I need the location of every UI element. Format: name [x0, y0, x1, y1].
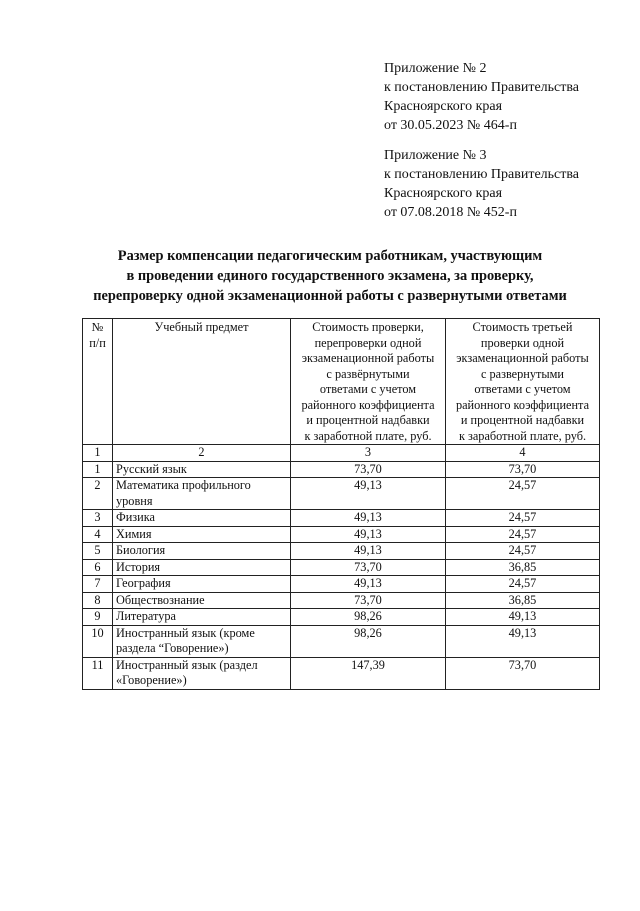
column-number: 1 — [83, 445, 113, 462]
column-number: 2 — [113, 445, 291, 462]
third-check-cost-cell: 36,85 — [446, 592, 600, 609]
compensation-table — [82, 318, 600, 690]
check-cost-cell: 73,70 — [291, 559, 446, 576]
title-line: Размер компенсации педагогическим работникам, участвующим — [117, 248, 543, 264]
subject-cell — [113, 576, 291, 593]
table-row — [83, 592, 600, 609]
appendix-line: от 30.05.2023 № 464-п — [384, 118, 517, 133]
table-row — [83, 543, 600, 560]
third-check-cost-cell: 73,70 — [446, 657, 600, 689]
check-cost-cell: 49,13 — [291, 526, 446, 543]
row-number: 10 — [83, 625, 113, 657]
table-row — [83, 609, 600, 626]
subject-line: «Говорение») — [116, 673, 187, 687]
subject-cell — [113, 609, 291, 626]
row-number: 4 — [83, 526, 113, 543]
subject-cell — [113, 461, 291, 478]
table-row — [83, 559, 600, 576]
third-check-cost-cell: 36,85 — [446, 559, 600, 576]
subject-cell — [113, 543, 291, 560]
subject-cell — [113, 478, 291, 510]
header-number: № п/п — [83, 319, 113, 445]
subject-cell — [113, 559, 291, 576]
subject-line: Иностранный язык (раздел — [116, 657, 258, 672]
row-number: 5 — [83, 543, 113, 560]
table-row — [83, 576, 600, 593]
appendix-2-block — [384, 59, 579, 135]
appendix-line: Приложение № 3 — [384, 148, 487, 163]
third-check-cost-cell: 24,57 — [446, 526, 600, 543]
column-number-row — [83, 445, 600, 462]
check-cost-cell: 98,26 — [291, 625, 446, 657]
column-number: 4 — [446, 445, 600, 462]
subject-line: Литература — [116, 609, 177, 623]
check-cost-cell: 147,39 — [291, 657, 446, 689]
column-number: 3 — [291, 445, 446, 462]
check-cost-cell: 73,70 — [291, 592, 446, 609]
check-cost-cell: 98,26 — [291, 609, 446, 626]
header-subject: Учебный предмет — [113, 319, 291, 445]
subject-line: Биология — [116, 543, 166, 557]
third-check-cost-cell: 24,57 — [446, 543, 600, 560]
check-cost-cell: 49,13 — [291, 510, 446, 527]
table-row — [83, 510, 600, 527]
header-row — [83, 319, 600, 445]
third-check-cost-cell: 24,57 — [446, 478, 600, 510]
subject-line: География — [116, 576, 171, 590]
appendix-line: к постановлению Правительства — [384, 167, 580, 182]
subject-cell — [113, 657, 291, 689]
document-title — [60, 246, 600, 306]
table-row — [83, 478, 600, 510]
check-cost-cell: 49,13 — [291, 576, 446, 593]
row-number: 3 — [83, 510, 113, 527]
row-number: 7 — [83, 576, 113, 593]
appendix-3-block — [384, 146, 579, 222]
row-number: 11 — [83, 657, 113, 689]
subject-line: раздела “Говорение») — [116, 641, 229, 655]
subject-line: Физика — [116, 510, 155, 524]
subject-line: уровня — [116, 493, 153, 508]
subject-line: Химия — [116, 526, 152, 541]
table-row — [83, 625, 600, 657]
subject-line: Русский язык — [116, 461, 187, 476]
appendix-line: Красноярского края — [384, 186, 503, 201]
row-number: 2 — [83, 478, 113, 510]
row-number: 1 — [83, 461, 113, 478]
appendix-line: Приложение № 2 — [384, 61, 487, 76]
table-row — [83, 657, 600, 689]
subject-line: История — [116, 559, 161, 574]
third-check-cost-cell: 24,57 — [446, 510, 600, 527]
third-check-cost-cell: 73,70 — [446, 461, 600, 478]
title-line: в проведении единого государственного экзамена, за проверку, — [126, 268, 534, 284]
check-cost-cell: 73,70 — [291, 461, 446, 478]
subject-cell — [113, 510, 291, 527]
subject-cell — [113, 625, 291, 657]
appendix-line: от 07.08.2018 № 452-п — [384, 205, 517, 220]
row-number: 9 — [83, 609, 113, 626]
row-number: 8 — [83, 592, 113, 609]
header-third-check-cost: Стоимость третьей проверки одной экзаменационной работы с развернутыми ответами с учетом районного коэффициента и процентной надбавки к заработной плате, руб. — [446, 319, 600, 445]
subject-cell — [113, 526, 291, 543]
check-cost-cell: 49,13 — [291, 543, 446, 560]
subject-cell — [113, 592, 291, 609]
third-check-cost-cell: 49,13 — [446, 625, 600, 657]
table-row — [83, 461, 600, 478]
appendix-line: Красноярского края — [384, 99, 503, 114]
row-number: 6 — [83, 559, 113, 576]
appendix-line: к постановлению Правительства — [384, 80, 580, 95]
title-line: перепроверку одной экзаменационной работы с развернутыми ответами — [93, 288, 567, 304]
subject-line: Математика профильного — [116, 478, 251, 492]
subject-line: Обществознание — [116, 592, 205, 607]
third-check-cost-cell: 49,13 — [446, 609, 600, 626]
subject-line: Иностранный язык (кроме — [116, 625, 255, 640]
check-cost-cell: 49,13 — [291, 478, 446, 510]
table-row — [83, 526, 600, 543]
header-check-cost: Стоимость проверки, перепроверки одной экзаменационной работы с развёрнутыми ответами с учетом районного коэффициента и процентной надбавки к заработной плате, руб. — [291, 319, 446, 445]
third-check-cost-cell: 24,57 — [446, 576, 600, 593]
